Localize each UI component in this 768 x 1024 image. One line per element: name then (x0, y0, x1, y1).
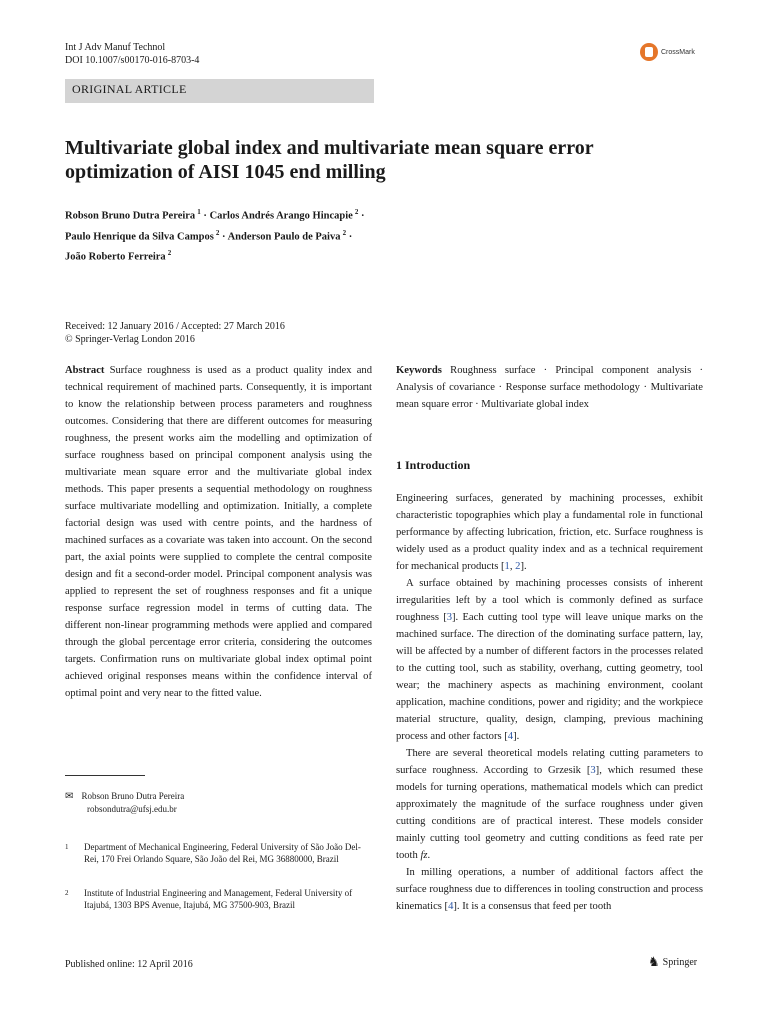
crossmark-label: CrossMark (661, 48, 695, 56)
affiliation-1 (65, 841, 375, 865)
doi[interactable]: DOI 10.1007/s00170-016-8703-4 (65, 55, 200, 66)
published-online: Published online: 12 April 2016 (65, 959, 193, 970)
paragraph: Engineering surfaces, generated by machining processes, exhibit characteristic topographies which play a fundamental role in functional performance by affecting lubrication, friction, etc. Surface roughness is widely used as a product quality index and as a technical requirement for mechanical products [1, 2]. (396, 493, 703, 572)
correspondence-name: Robson Bruno Dutra Pereira (81, 791, 185, 801)
paper-title: Multivariate global index and multivariate mean square error optimization of AISI 1045 end milling (65, 137, 594, 183)
author-affiliation-mark: 2 (167, 249, 172, 257)
springer-horse-icon: ♞ (648, 954, 660, 969)
received-accepted: Received: 12 January 2016 / Accepted: 27 March 2016 (65, 321, 285, 332)
crossmark-icon (640, 43, 658, 61)
citation-link[interactable]: 4 (448, 901, 454, 912)
article-dates (65, 320, 285, 346)
keywords (396, 362, 703, 413)
author-affiliation-mark: 2 (215, 228, 220, 237)
journal-header (65, 41, 199, 67)
correspondence-email[interactable]: robsondutra@ufsj.edu.br (87, 804, 177, 814)
paragraph: In milling operations, a number of additional factors affect the surface roughness due to differences in tooling construction and process kinematics [4]. It is a consensus that feed per tooth (396, 867, 703, 912)
author-name[interactable]: João Roberto Ferreira (65, 251, 166, 263)
abstract (65, 362, 372, 702)
feed-symbol: fz (420, 850, 428, 861)
publisher-name: Springer (662, 956, 698, 968)
abstract-text: Surface roughness is used as a product quality index and technical requirement of machined parts. Consequently, it is important to know the relationship between process parameters and roughness outcomes. Considering that there are different outcomes for measuring roughness, the present works aim the modelling and optimization of surface roughness based on principal component analysis using the multivariate mean square error and the multivariate global index methods. This paper presents a sequential methodology on roughness surface multivariate modelling and optimization. Initially, a complete factorial design was used with centre points, and the hardness of machined surfaces as a covariate was taken into account. On the second part, the axial points were supplied to complete the central composite design and fit a second-order model. Principal component analysis was applied to represent the set of roughness responses and fit a unique response surface regression model in terms of cutting data. The different non-linear programming methods were applied and compared through the global percentage error criteria, considering the outcomes targets. Confirmation runs on multivariate global index optimal point achieved original responses means within the confidence interval of optimal point and very near to the fitted value. (65, 365, 372, 699)
abstract-label: Abstract (65, 365, 105, 376)
keywords-label: Keywords (396, 365, 442, 376)
copyright: © Springer-Verlag London 2016 (65, 334, 195, 345)
envelope-icon: ✉ (65, 791, 74, 802)
author-name[interactable]: Anderson Paulo de Paiva (227, 231, 341, 242)
citation-link[interactable]: 4 (507, 731, 514, 742)
citation-link[interactable]: 1 (504, 561, 510, 572)
article-type-banner: ORIGINAL ARTICLE (65, 79, 374, 103)
paragraph: A surface obtained by machining processes consists of inherent irregularities left by a tool which is commonly defined as surface roughness [3]. Each cutting tool type will leave unique marks on the machined surface. The direction of the dominating surface pattern, lay, will be affected by a number of different factors in the processes related to the cutting tool, such as stability, overhang, cutting geometry, tool wear; the machinery aspects as machining environment, coolant application, machine conditions, power and rigidity; and the workpiece material structure, quality, design, clamping, previous machining process and other factors [4]. (396, 578, 703, 742)
footnote-divider (65, 775, 145, 776)
affiliation-2 (65, 887, 375, 911)
author-name[interactable]: Robson Bruno Dutra Pereira (65, 210, 196, 222)
affiliation-text: Institute of Industrial Engineering and Management, Federal University of Itajubá, 1303 BPS Avenue, Itajubá, MG 37500-903, Brazil (84, 888, 353, 910)
citation-link[interactable]: 3 (590, 765, 596, 776)
journal-name: Int J Adv Manuf Technol (65, 42, 166, 53)
affiliation-number: 2 (65, 889, 69, 897)
paragraph: There are several theoretical models relating cutting parameters to surface roughness. According to Grzesik [3], which resumed these models for turning operations, mathematical models which can predict approximately the magnitude of the surface roughness under given cutting conditions are of practical interest. These models consider mainly cutting tool geometry and cutting conditions as feed rate per tooth fz. (396, 748, 703, 861)
affiliation-number: 1 (65, 843, 69, 851)
citation-link[interactable]: 3 (446, 612, 453, 623)
author-affiliation-mark: 2 (342, 228, 347, 237)
section-heading-introduction: 1 Introduction (396, 458, 471, 472)
author-affiliation-mark: 1 (197, 208, 201, 216)
citation-link[interactable]: 2 (515, 561, 521, 572)
author-name[interactable]: Paulo Henrique da Silva Campos (65, 231, 214, 242)
author-affiliation-mark: 2 (354, 208, 359, 216)
introduction-body (396, 490, 703, 915)
author-list: Robson Bruno Dutra Pereira $^1$ · Carlos Andrés Arango Hincapie $^2$ · Paulo Henrique da Silva Campos $^2$ · Anderson Paulo de Paiva $^2$ · João Roberto Ferreira $^2$ (65, 208, 365, 263)
correspondence (65, 790, 184, 815)
affiliation-text: Department of Mechanical Engineering, Federal University of São João Del-Rei, 170 Frei Orlando Square, São João del Rei, MG 36880000, Brazil (84, 842, 361, 864)
crossmark-badge[interactable] (640, 43, 695, 61)
author-name[interactable]: Carlos Andrés Arango Hincapie (209, 210, 353, 222)
publisher-logo (648, 954, 697, 970)
keywords-text: Roughness surface · Principal component analysis · Analysis of covariance · Response surface methodology · Multivariate mean square error · Multivariate global index (396, 365, 703, 410)
